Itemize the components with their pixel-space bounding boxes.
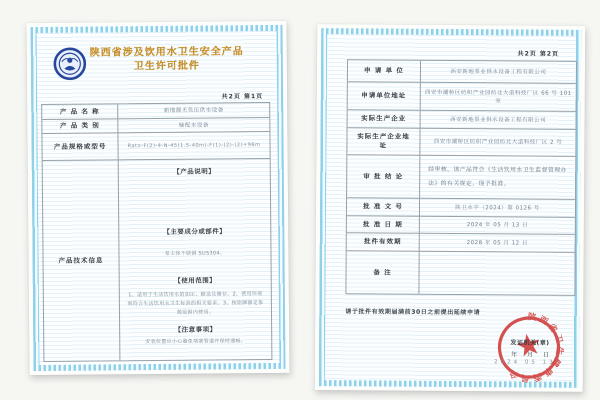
section-heading-scope: 【使用范围】 [174, 276, 217, 285]
conclusion-value: 经审核，该产品符合《生活饮用水卫生监督管理办法》的有关规定，现予批准。 [420, 156, 575, 200]
section-heading-precautions: 【注意事项】 [174, 325, 217, 334]
product-name-label: 产 品 名 称 [42, 104, 118, 120]
certificate-title-line2: 卫生许可批件 [133, 60, 200, 73]
tech-info-content [119, 159, 272, 360]
certificate-title-line1: 陕西省涉及饮用水卫生安全产品 [89, 46, 244, 59]
applicant-value: 西安新地泵业供水设备工程有限公司 [421, 61, 576, 84]
product-model-value: Rato-F(2)-4-N-45(1.5-40m)-F(1)-(2)-(2)+96m [118, 132, 269, 160]
page-indicator: 共2页 第2页 [517, 50, 560, 58]
approval-info-table [345, 59, 577, 296]
approval-number-value: 陕卫水字（2024）第 0126 号 [420, 199, 575, 218]
page-2-sheet [325, 34, 575, 382]
remarks-value [419, 252, 574, 295]
seal-text: 陕西省卫生健康委员会 [506, 312, 565, 383]
product-info-table [41, 102, 272, 362]
section-body-scope: 1、适用于生活饮用水的加压、输送及储存。2、使用环境须符合生活饮用水卫生标准的相关要求。3、按铭牌额定参数范围内使用。 [127, 291, 264, 316]
product-category-label: 产 品 类 别 [42, 119, 118, 134]
stamped-date: 2024 05 13 [494, 359, 556, 366]
applicant-address-value: 西安市灞桥区纺织产业园纺北大道科技厂区 66 号 101 室 [421, 83, 576, 112]
official-seal-icon [475, 293, 584, 400]
validity-value: 2028 年 05 月 12 日 [420, 234, 575, 253]
approval-date-value: 2024 年 05 月 13 日 [420, 217, 575, 235]
approval-date-label: 批 准 日 期 [347, 216, 420, 234]
section-body-precautions: 安装位置应小心避免堵塞管道并保持通畅。 [145, 338, 247, 346]
issuing-authority-label: 发证机关(章) [510, 339, 550, 347]
certificate-page-1 [26, 21, 289, 375]
certificate-header [37, 43, 277, 73]
product-model-label: 产品规格或型号 [42, 133, 118, 161]
approval-number-label: 批 准 文 号 [347, 198, 420, 217]
manufacturer-label: 实际生产企业 [348, 110, 421, 129]
applicant-address-label: 申请单位地址 [348, 82, 421, 111]
remarks-label: 备 注 [346, 251, 419, 294]
section-heading-components: 【主要成分或部件】 [163, 227, 227, 236]
validity-label: 批件有效期 [347, 233, 420, 252]
manufacturer-address-value: 西安市灞桥区纺织产业园纺北大道科技厂区 2 号 [420, 129, 575, 157]
product-category-value: 输配水设备 [118, 118, 269, 133]
page-1-sheet [37, 31, 280, 365]
product-name-value: 新地源无负压供水设备 [118, 103, 269, 119]
certificate-page-2 [315, 24, 586, 392]
manufacturer-value: 西安新地泵业供水设备工程有限公司 [421, 111, 576, 130]
page-indicator: 共2页 第1页 [221, 93, 264, 101]
section-body-components: 泵主体不锈钢 SUS304。 [164, 250, 226, 257]
renewal-note: 请于批件有效期届满前30日之前提出延续申请 [345, 308, 481, 317]
certificate-title [81, 45, 253, 74]
applicant-label: 申 请 单 位 [348, 60, 421, 83]
tech-info-label: 产品技术信息 [43, 160, 121, 361]
seal-date-placeholder: 年 月 日 [511, 351, 549, 359]
seal-area [483, 301, 576, 394]
conclusion-label: 审 批 结 论 [347, 155, 420, 199]
section-heading-description: 【产品说明】 [173, 167, 216, 176]
manufacturer-address-label: 实际生产企业地址 [347, 128, 420, 156]
